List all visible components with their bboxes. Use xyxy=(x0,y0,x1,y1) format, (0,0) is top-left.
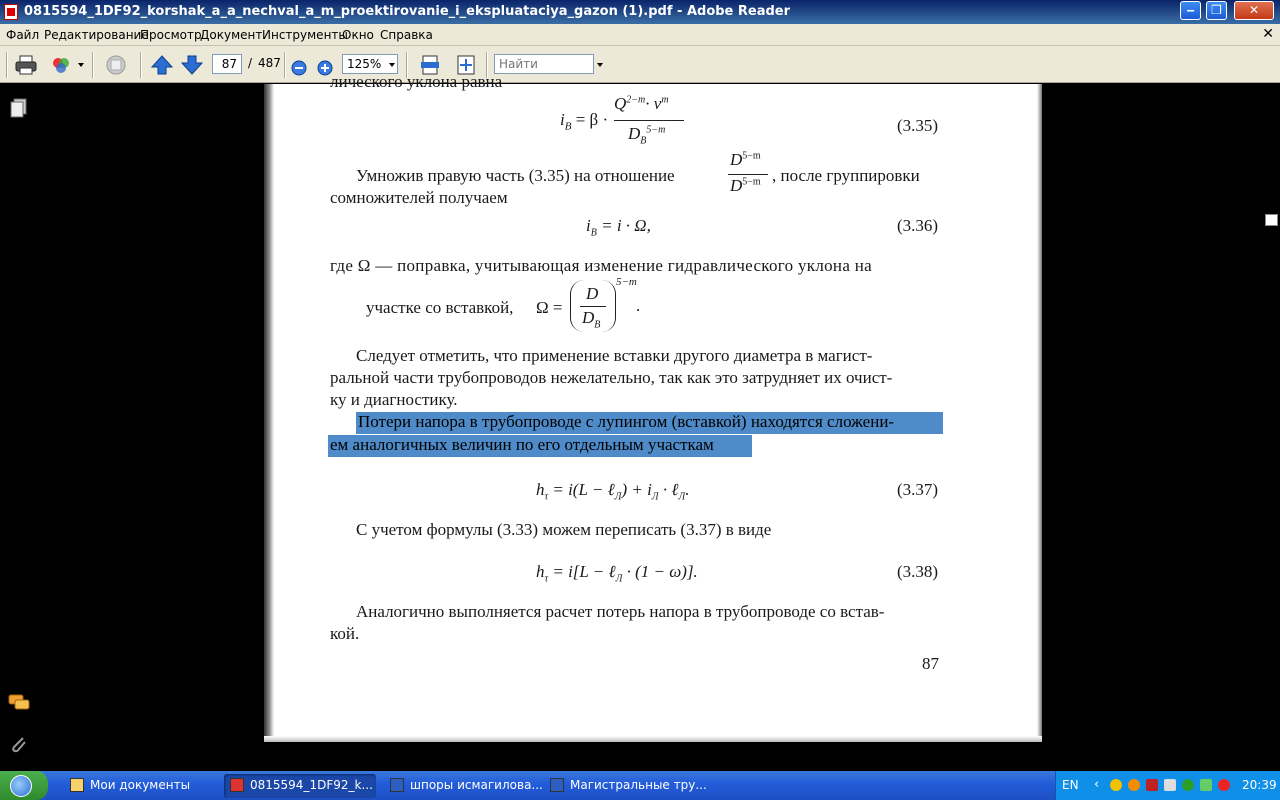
eq-operator: = β · xyxy=(575,110,609,129)
text-line: ку и диагностику. xyxy=(330,390,458,409)
equation-3-37 xyxy=(536,480,689,502)
scrollbar-thumb[interactable] xyxy=(1265,214,1278,226)
eq-sub: Л xyxy=(651,491,659,503)
menu-help[interactable]: Справка xyxy=(380,28,433,42)
eq-sub: Л xyxy=(614,491,622,503)
windows-logo-icon xyxy=(10,775,32,797)
taskbar-item-my-documents[interactable] xyxy=(64,774,216,798)
eq-part: · ℓ xyxy=(662,480,679,499)
omega-exponent: 5−m xyxy=(616,276,637,288)
search-input[interactable] xyxy=(494,54,594,74)
utorrent-icon[interactable] xyxy=(1182,779,1194,791)
eq-den-sub: B xyxy=(640,135,647,147)
text-line: С учетом формулы (3.33) можем переписать (3.37) в виде xyxy=(356,520,772,539)
page-edge-shadow xyxy=(1037,84,1042,742)
window-title: 0815594_1DF92_korshak_a_a_nechval_a_m_proektirovanie_i_ekspluataciya_gazon (1).pdf - Adobe Reader xyxy=(24,4,791,19)
vertical-scrollbar[interactable] xyxy=(1262,84,1280,771)
page-number-input[interactable]: 87 xyxy=(212,54,242,74)
taskbar-item-adobe-reader[interactable] xyxy=(224,774,376,798)
fraction-bar xyxy=(728,174,768,175)
task-label: 0815594_1DF92_k... xyxy=(250,778,373,792)
eq-sub: τ xyxy=(544,491,549,503)
navigation-pane xyxy=(0,84,38,771)
eq-part: · (1 − ω)]. xyxy=(626,562,698,581)
equation-3-38 xyxy=(536,562,698,584)
previous-page-icon[interactable] xyxy=(150,53,174,77)
text-line-cut: лического уклона равна xyxy=(330,72,503,91)
eq-lhs: i xyxy=(560,110,565,129)
search-dropdown-icon[interactable] xyxy=(597,63,603,67)
taskbar-item-word-doc-2[interactable] xyxy=(544,774,707,798)
toolbar-grip xyxy=(6,52,8,78)
ratio-denominator xyxy=(730,176,761,196)
page-bottom-shadow xyxy=(264,736,1042,742)
period: . xyxy=(636,296,641,315)
pdf-app-icon xyxy=(4,4,18,20)
zoom-value: 125% xyxy=(347,57,382,71)
usb-icon[interactable] xyxy=(1200,779,1212,791)
next-page-icon[interactable] xyxy=(180,53,204,77)
fraction-bar xyxy=(580,306,606,307)
menu-edit[interactable]: Редактирование xyxy=(44,28,149,42)
toolbar xyxy=(0,46,1280,83)
eq-part: ) + i xyxy=(621,480,652,499)
text-line: где Ω — поправка, учитывающая изменение гидравлического уклона на xyxy=(330,256,872,275)
menu-tools[interactable]: Инструменты xyxy=(262,28,348,42)
zoom-out-icon[interactable] xyxy=(290,56,308,80)
highlighted-text-line[interactable]: ем аналогичных величин по его отдельным участкам xyxy=(328,435,752,457)
text-line: , после группировки xyxy=(772,166,920,185)
eq-lhs-sub: B xyxy=(564,120,572,133)
eq-sub: Л xyxy=(615,573,623,585)
eq-den-sup: 5−m xyxy=(646,124,666,136)
text-line: сомножителей получаем xyxy=(330,188,508,207)
text-line: ральной части трубопроводов нежелательно, так как это затрудняет их очист- xyxy=(330,368,893,387)
eq-sub: τ xyxy=(544,573,549,585)
eq-lhs-sub: B xyxy=(590,227,597,239)
equation-number-3-37: (3.37) xyxy=(897,480,939,499)
page-total: 487 xyxy=(258,56,281,70)
fraction-bar xyxy=(614,120,684,121)
pdf-page[interactable] xyxy=(264,72,1042,742)
eq-part: . xyxy=(685,480,690,499)
ratio-den-sup: 5−m xyxy=(742,176,761,188)
folder-icon xyxy=(70,778,84,792)
ratio-numerator xyxy=(730,150,761,170)
system-tray xyxy=(1055,771,1280,800)
maximize-button[interactable]: ❒ xyxy=(1206,1,1227,20)
equation-number-3-38: (3.38) xyxy=(897,562,939,581)
attachments-panel-icon[interactable] xyxy=(9,734,29,756)
eq-rhs: = i · Ω, xyxy=(601,216,651,235)
collaborate-icon[interactable] xyxy=(104,53,128,77)
omega-symbol: Ω = xyxy=(536,298,563,317)
eq-num: Q xyxy=(614,94,627,113)
page-binding-shadow xyxy=(264,84,274,742)
equation-3-35-denominator xyxy=(628,124,665,146)
equation-3-36 xyxy=(586,216,651,238)
title-bar xyxy=(0,0,1280,24)
shield-icon[interactable] xyxy=(1110,779,1122,791)
signal-icon[interactable] xyxy=(1164,779,1176,791)
network-icon[interactable] xyxy=(1146,779,1158,791)
eq-part: = i[L − ℓ xyxy=(552,562,616,581)
task-label: шпоры исмагилова... xyxy=(410,778,543,792)
task-label: Мои документы xyxy=(90,778,191,792)
alert-icon[interactable] xyxy=(1218,779,1230,791)
chevron-left-icon[interactable]: ‹ xyxy=(1094,777,1100,792)
page-separator: / xyxy=(248,56,253,70)
print-options-dropdown-icon[interactable] xyxy=(78,63,84,67)
equation-3-35-numerator xyxy=(614,94,669,114)
omega-den: D xyxy=(582,308,595,327)
comments-panel-icon[interactable] xyxy=(8,694,30,712)
eq-num-sup: 2−m xyxy=(626,94,646,106)
text-line: Аналогично выполняется расчет потерь напора в трубопроводе со встав- xyxy=(356,602,885,621)
clock[interactable]: 20:39 xyxy=(1242,778,1277,792)
eq-part: = i(L − ℓ xyxy=(552,480,615,499)
taskbar xyxy=(0,771,1280,800)
close-button[interactable]: ✕ xyxy=(1234,1,1274,20)
word-icon xyxy=(550,778,564,792)
text-line: кой. xyxy=(330,624,360,643)
taskbar-item-word-doc-1[interactable] xyxy=(384,774,543,798)
menu-document[interactable]: Документ xyxy=(200,28,263,42)
omega-den-sub: B xyxy=(594,319,601,331)
eq-den: D xyxy=(628,124,641,143)
equation-3-35 xyxy=(560,110,608,132)
page-number-footer: 87 xyxy=(922,654,939,673)
eq-lhs: i xyxy=(586,216,591,235)
highlighted-text-line[interactable]: Потери напора в трубопроводе с лупингом (вставкой) находятся сложени- xyxy=(356,412,943,434)
document-close-icon[interactable]: ✕ xyxy=(1262,26,1274,42)
antivirus-icon[interactable] xyxy=(1128,779,1140,791)
toolbar-separator xyxy=(140,52,142,78)
ratio-num-sup: 5−m xyxy=(742,150,761,162)
minimize-button[interactable]: ‒ xyxy=(1180,1,1201,20)
print-options-icon[interactable] xyxy=(50,53,74,77)
equation-number-3-36: (3.36) xyxy=(897,216,939,235)
ratio-num: D xyxy=(730,150,743,169)
menu-file[interactable]: Файл xyxy=(6,28,40,42)
omega-frac-den xyxy=(582,308,600,330)
equation-number-3-35: (3.35) xyxy=(897,116,939,135)
word-icon xyxy=(390,778,404,792)
text-line: Умножив правую часть (3.35) на отношение xyxy=(356,166,675,185)
ratio-den: D xyxy=(730,176,743,195)
omega-frac-num: D xyxy=(586,284,599,303)
eq-num2-sup: m xyxy=(661,94,669,106)
language-indicator[interactable]: EN xyxy=(1062,778,1079,792)
toolbar-separator xyxy=(92,52,94,78)
task-label: Магистральные тру... xyxy=(570,778,707,792)
eq-lhs: h xyxy=(536,480,545,499)
menu-view[interactable]: Просмотр xyxy=(140,28,202,42)
text-line: Следует отметить, что применение вставки другого диаметра в магист- xyxy=(356,346,873,365)
print-icon[interactable] xyxy=(14,53,38,77)
menu-bar xyxy=(0,24,1280,46)
text-line: участке со вставкой, xyxy=(366,298,514,317)
zoom-dropdown-icon[interactable] xyxy=(389,63,395,67)
eq-sub: Л xyxy=(678,491,686,503)
pdf-icon xyxy=(230,778,244,792)
eq-lhs: h xyxy=(536,562,545,581)
menu-window[interactable]: Окно xyxy=(342,28,374,42)
pages-panel-icon[interactable] xyxy=(10,98,28,118)
toolbar-separator xyxy=(284,52,286,78)
eq-num2: · ν xyxy=(645,94,662,113)
start-button[interactable] xyxy=(0,771,48,800)
